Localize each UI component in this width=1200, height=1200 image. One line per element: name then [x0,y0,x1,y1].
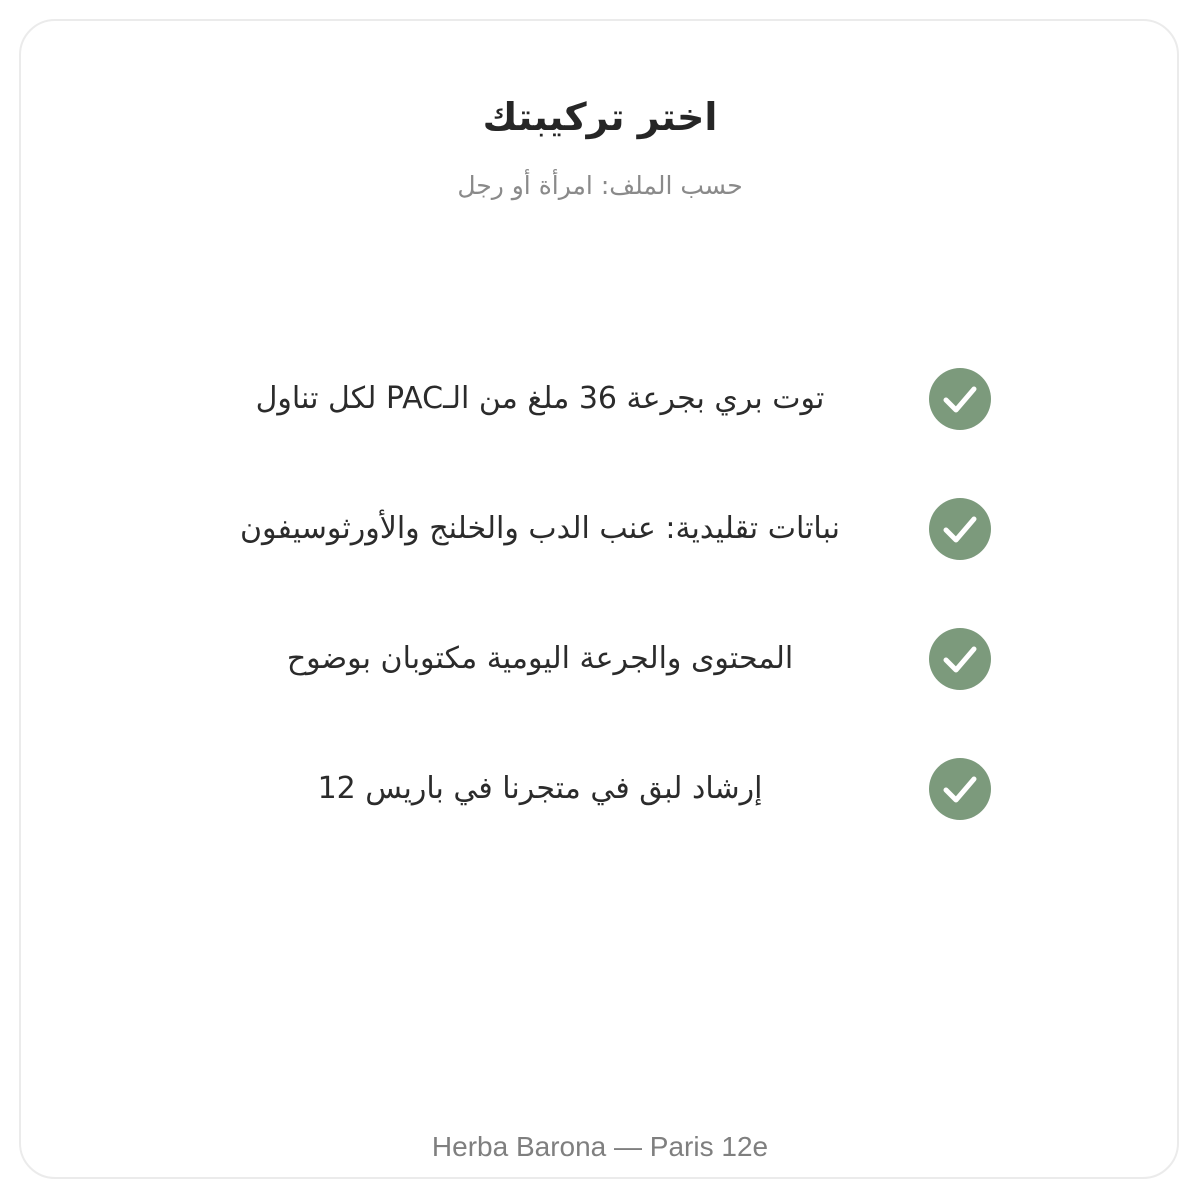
feature-item [0,628,1200,690]
feature-item [0,498,1200,560]
feature-text: إرشاد لبق في متجرنا في باريس 12 [317,771,763,806]
feature-item [0,368,1200,430]
feature-text: المحتوى والجرعة اليومية مكتوبان بوضوح [286,641,794,676]
checkmark-circle-icon [929,498,991,560]
checkmark-circle-icon [929,758,991,820]
checkmark-circle-icon [929,368,991,430]
footer-brand: Herba Barona — Paris 12e [431,1131,769,1162]
checkmark-circle-icon [929,628,991,690]
page-subtitle: حسب الملف: امرأة أو رجل [457,171,743,200]
feature-text: نباتات تقليدية: عنب الدب والخلنج والأورثوسيفون [240,511,840,546]
page-title: اختر تركيبتك [482,95,718,139]
feature-item [0,758,1200,820]
feature-text: توت بري بجرعة 36 ملغ من الـPAC لكل تناول [255,381,825,416]
